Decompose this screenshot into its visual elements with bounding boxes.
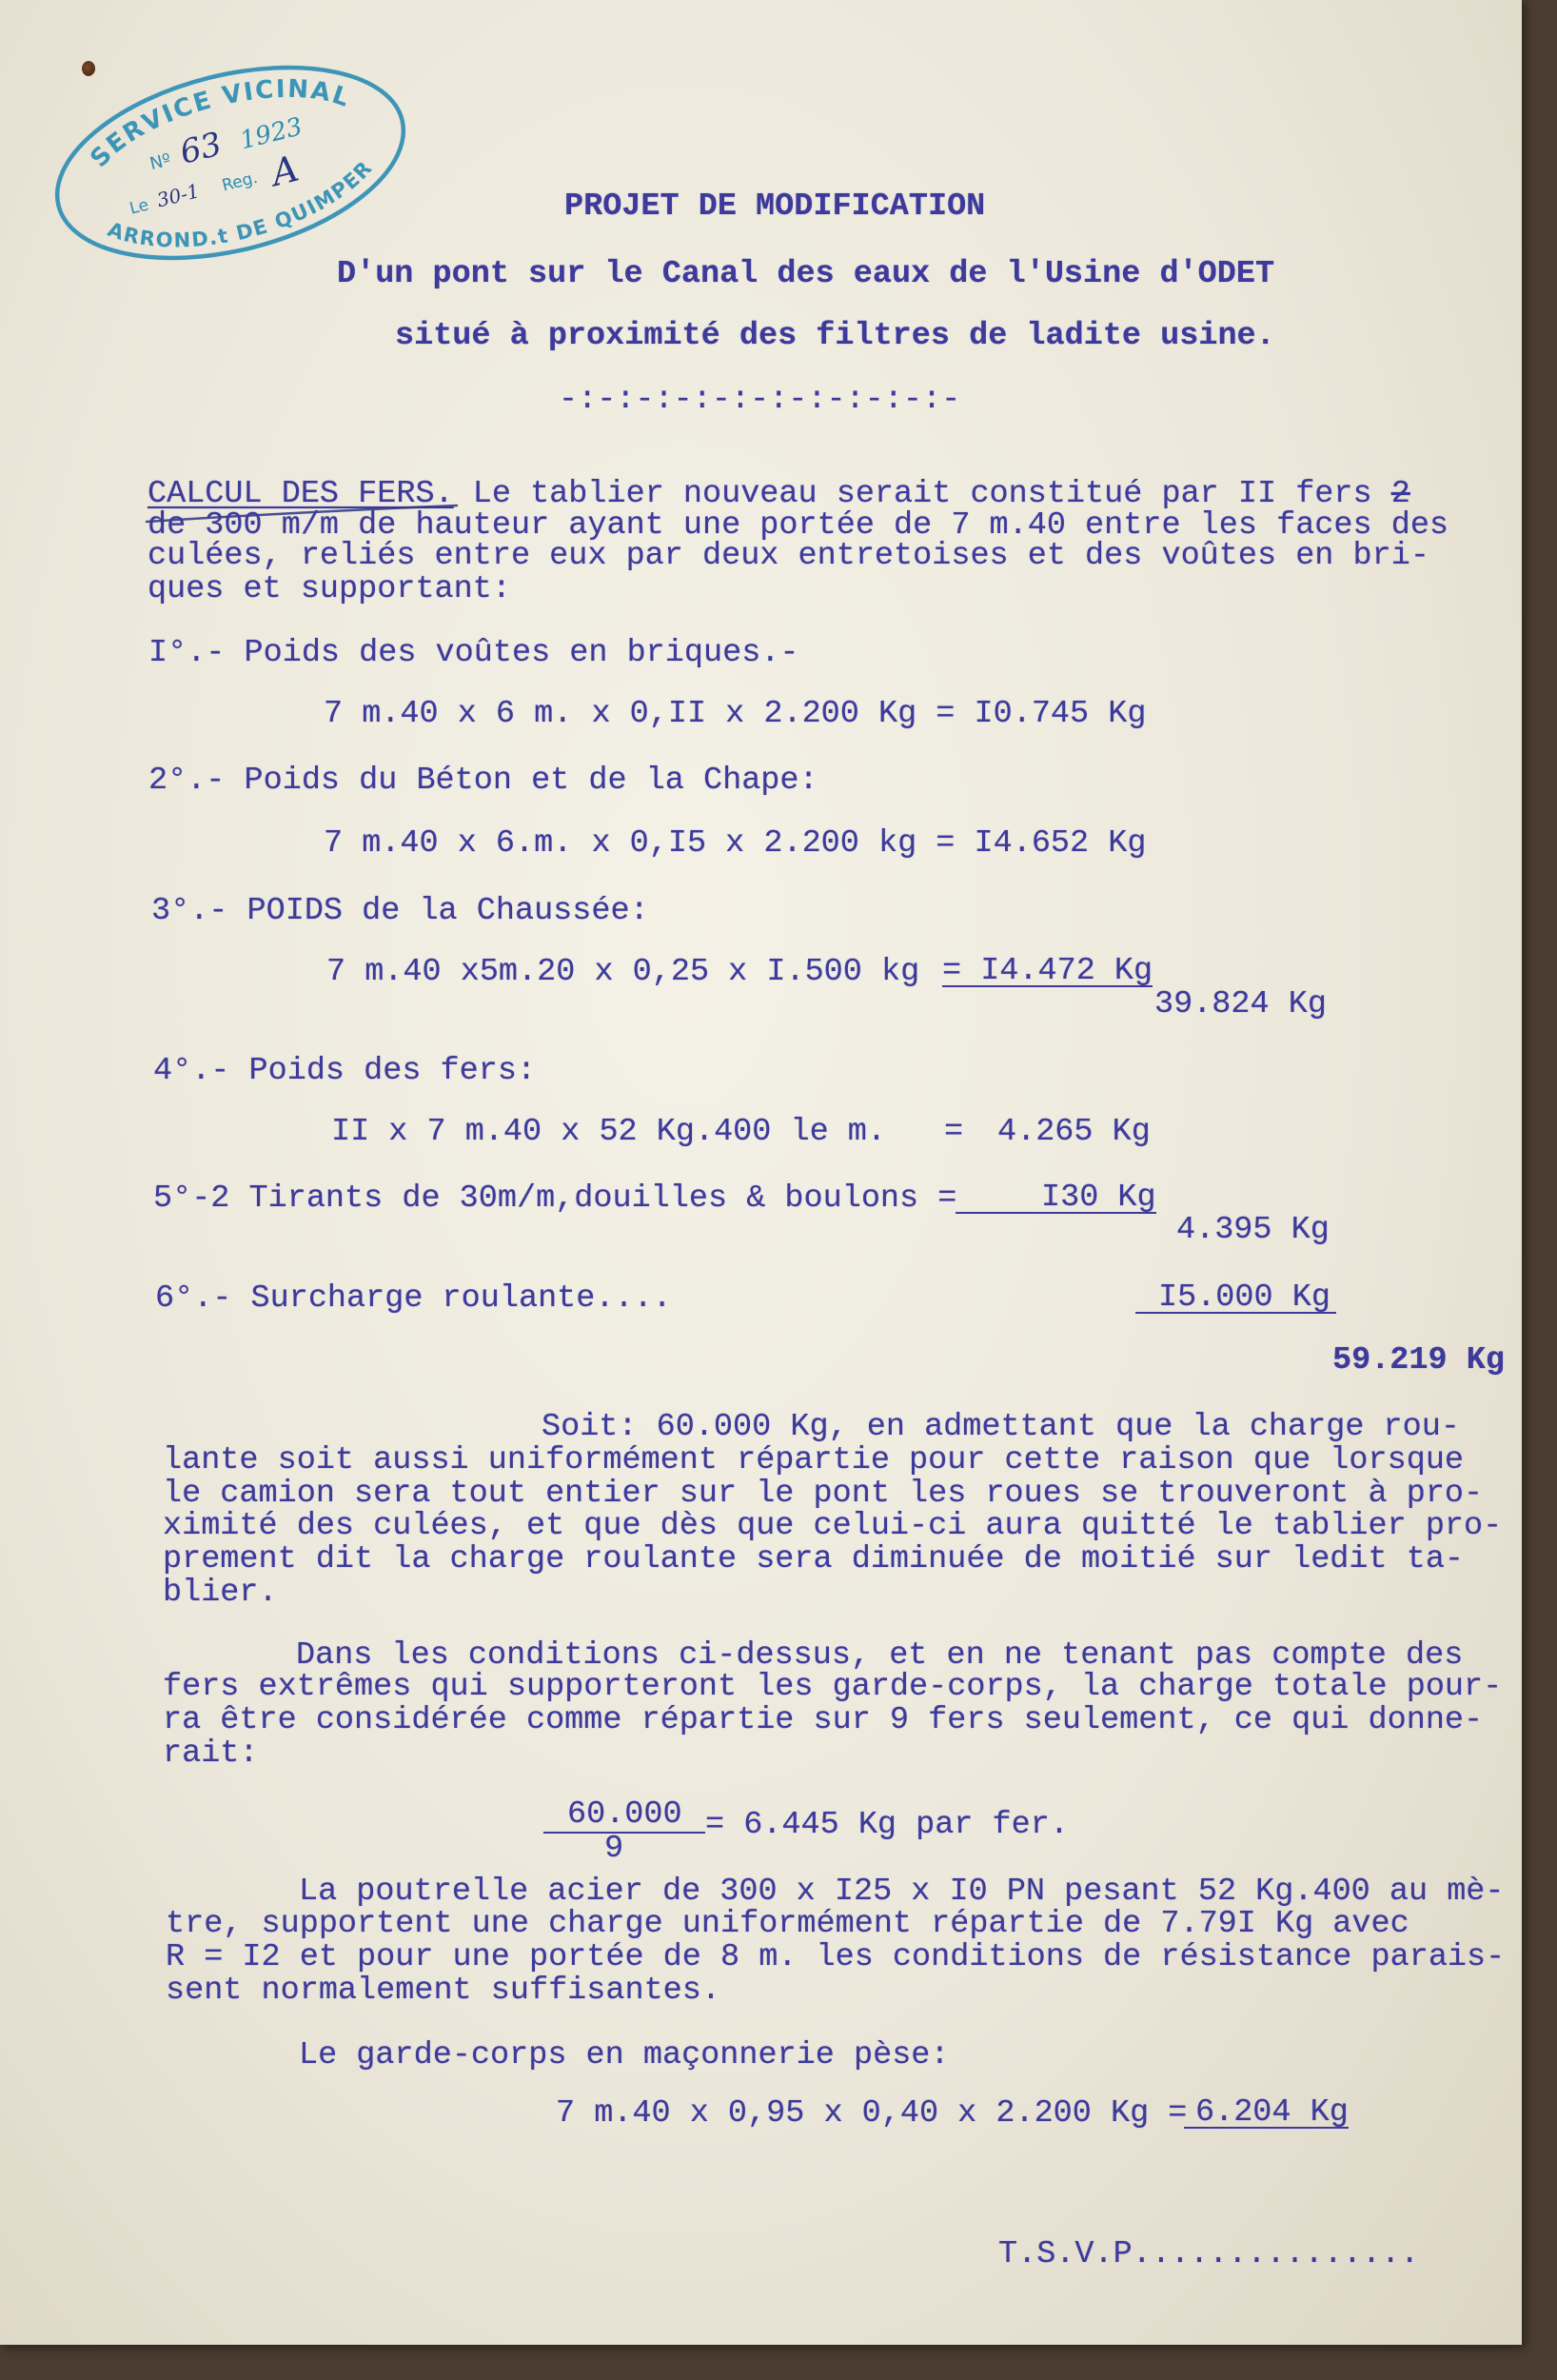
garde-corps-label: Le garde-corps en maçonnerie pèse:: [299, 2037, 950, 2073]
item-3-label: 3°.- POIDS de la Chaussée:: [151, 893, 649, 929]
item-2-calculation: 7 m.40 x 6.m. x 0,I5 x 2.200 kg = I4.652 Kg: [324, 825, 1147, 862]
item-3-calculation: 7 m.40 x5m.20 x 0,25 x I.500 kg: [326, 954, 920, 990]
document-subtitle-line-1: D'un pont sur le Canal des eaux de l'Usine d'ODET: [337, 256, 1275, 292]
calcul-line: ques et supportant:: [148, 571, 511, 607]
document-subtitle-line-2: situé à proximité des filtres de ladite usine.: [395, 318, 1275, 354]
calcul-first-line-text: Le tablier nouveau serait constitué par II fers: [453, 476, 1391, 512]
fraction-result: = 6.445 Kg par fer.: [705, 1807, 1069, 1843]
item-2-label: 2°.- Poids du Béton et de la Chape:: [148, 763, 818, 799]
struck-character: 2: [1390, 476, 1410, 512]
paragraph-conditions-line: ra être considérée comme répartie sur 9 fers seulement, ce qui donne-: [163, 1702, 1484, 1738]
stamp-register: A: [266, 147, 304, 195]
calcul-line: de 300 m/m de hauteur ayant une portée de 7 m.40 entre les faces des: [148, 507, 1449, 544]
stamp-number: 63: [176, 125, 226, 172]
stamp-register-label: Reg.: [220, 168, 260, 196]
paragraph-poutrelle-line: La poutrelle acier de 300 x I25 x I0 PN pesant 52 Kg.400 au mè-: [299, 1874, 1505, 1910]
paragraph-soit-line: prement dit la charge roulante sera diminuée de moitié sur ledit ta-: [163, 1541, 1465, 1577]
fraction-denominator: 9: [604, 1831, 624, 1867]
paragraph-conditions-line: Dans les conditions ci-dessus, et en ne tenant pas compte des: [296, 1637, 1464, 1674]
item-4-result: 4.265 Kg: [997, 1114, 1151, 1150]
item-1-label: I°.- Poids des voûtes en briques.-: [148, 635, 799, 671]
fraction-numerator: 60.000: [567, 1796, 682, 1833]
subtotal-2: 4.395 Kg: [1176, 1212, 1330, 1248]
document-title: PROJET DE MODIFICATION: [564, 188, 986, 225]
item-6-label: 6°.- Surcharge roulante....: [155, 1280, 672, 1317]
item-5-label: 5°-2 Tirants de 30m/m,douilles & boulons =: [153, 1180, 957, 1217]
stamp-date-label: Le: [128, 195, 151, 219]
stamp-top-text-path: SERVICE VICINAL: [85, 74, 355, 173]
paragraph-soit-line: lante soit aussi uniformément répartie pour cette raison que lorsque: [163, 1442, 1465, 1478]
item-4-calculation: II x 7 m.40 x 52 Kg.400 le m.: [331, 1114, 886, 1150]
paragraph-conditions-line: fers extrêmes qui supporteront les garde-corps, la charge totale pour-: [163, 1669, 1503, 1705]
paragraph-soit-line: Soit: 60.000 Kg, en admettant que la charge rou-: [542, 1409, 1460, 1445]
stamp-year: 1923: [237, 112, 305, 156]
paragraph-soit-line: ximité des culées, et que dès que celui-ci aura quitté le tablier pro-: [163, 1508, 1503, 1544]
page-turn-note: T.S.V.P...............: [998, 2236, 1420, 2272]
stamp-date: 30-1: [154, 179, 202, 212]
item-4-label: 4°.- Poids des fers:: [153, 1053, 537, 1089]
stamp-number-label: Nº: [148, 149, 173, 175]
calcul-heading: CALCUL DES FERS.: [148, 476, 454, 512]
header-separator: -:-:-:-:-:-:-:-:-:-:-: [559, 382, 961, 418]
item-5-result: I30 Kg: [956, 1184, 1156, 1214]
paragraph-poutrelle-line: tre, supportent une charge uniformément répartie de 7.79I Kg avec: [166, 1906, 1409, 1942]
paragraph-soit-line: blier.: [163, 1575, 278, 1611]
fraction-bar: [543, 1832, 705, 1834]
subtotal-1: 39.824 Kg: [1154, 986, 1327, 1022]
garde-corps-calculation: 7 m.40 x 0,95 x 0,40 x 2.200 Kg =: [556, 2095, 1188, 2132]
stamp-bottom-text-path: ARROND.t DE QUIMPER: [105, 155, 378, 252]
paragraph-soit-line: le camion sera tout entier sur le pont les roues se trouveront à pro-: [163, 1476, 1484, 1512]
item-1-calculation: 7 m.40 x 6 m. x 0,II x 2.200 Kg = I0.745 Kg: [324, 696, 1147, 732]
item-4-equals: =: [944, 1114, 964, 1150]
paragraph-poutrelle-line: sent normalement suffisantes.: [166, 1973, 720, 2009]
grand-total: 59.219 Kg: [1332, 1342, 1505, 1378]
item-6-result: I5.000 Kg: [1135, 1284, 1336, 1314]
garde-corps-result: 6.204 Kg: [1184, 2099, 1349, 2129]
paragraph-poutrelle-line: R = I2 et pour une portée de 8 m. les conditions de résistance parais-: [166, 1939, 1506, 1975]
paragraph-conditions-line: rait:: [163, 1735, 259, 1772]
item-3-result: = I4.472 Kg: [942, 953, 1153, 989]
calcul-line: culées, reliés entre eux par deux entretoises et des voûtes en bri-: [148, 538, 1429, 574]
